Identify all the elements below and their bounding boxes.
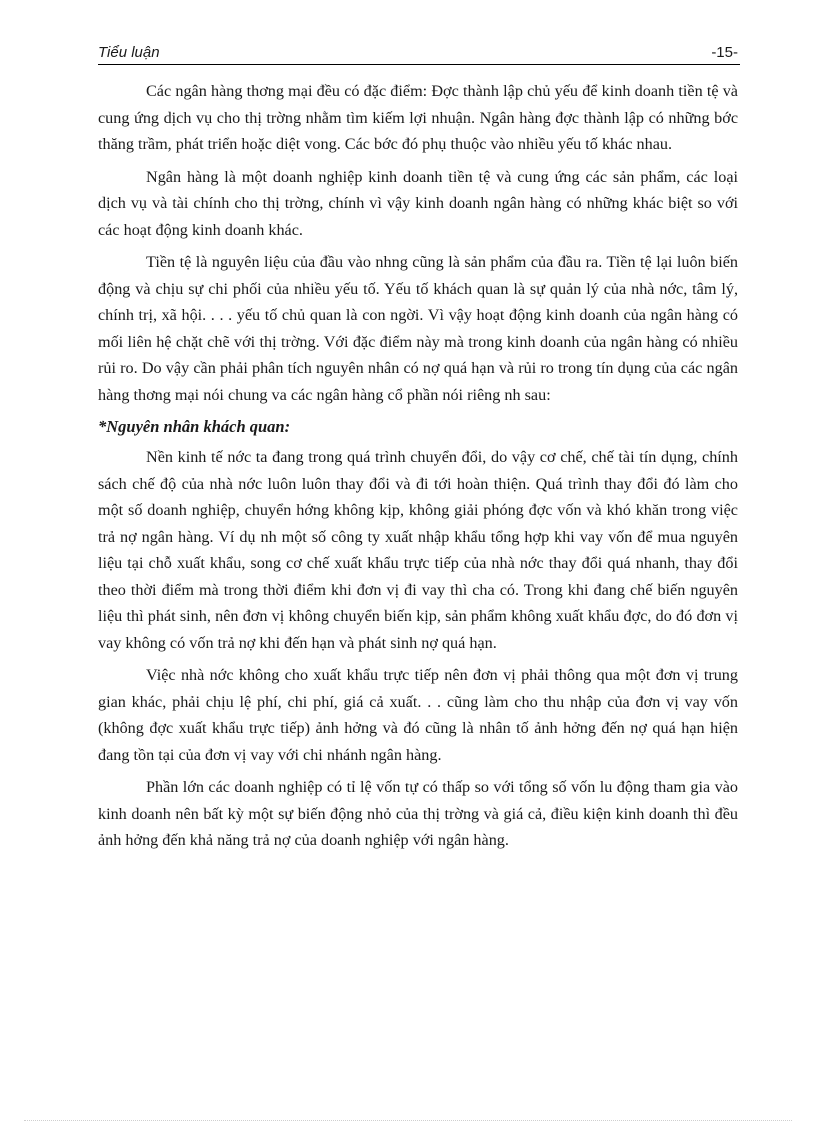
paragraph: Việc nhà nớc không cho xuất khẩu trực tiếp nên đơn vị phải thông qua một đơn vị trung gian khác, phải chịu lệ phí, chi phí, giá cả xuất. . . cũng làm cho thu nhập của đơn vị vay vốn (không đợc xuất khẩu trực tiếp) ảnh hởng và đó cũng là nhân tố ảnh hởng đến nợ quá hạn hiện đang tồn tại của đơn vị vay với chi nhánh ngân hàng. xyxy=(98,666,738,764)
page-header xyxy=(98,44,740,65)
page-bottom-divider xyxy=(24,1120,792,1121)
paragraph: Nền kinh tế nớc ta đang trong quá trình chuyển đổi, do vậy cơ chế, chế tài tín dụng, chính sách chế độ của nhà nớc luôn luôn thay đổi và đi tới hoàn thiện. Quá trình thay đổi đó làm cho một số doanh nghiệp, chuyển hớng không kịp, không giải phóng đợc vốn và khó khăn trong việc trả nợ ngân hàng. Ví dụ nh một số công ty xuất nhập khẩu tổng hợp khi vay vốn để mua nguyên liệu tại chỗ xuất khẩu, song cơ chế xuất khẩu trực tiếp của nhà nớc thay đổi quá nhanh, thay đổi theo thời điểm mà trong thời điểm khi đơn vị đi vay thì cha có. Trong khi đang chế biến nguyên liệu thì phát sinh, nên đơn vị không chuyển biến kịp, sản phẩm không xuất khẩu đợc, do đó đơn vị vay không có vốn trả nợ khi đến hạn và phát sinh nợ quá hạn. xyxy=(98,448,738,652)
paragraph: Các ngân hàng thơng mại đều có đặc điểm: Đợc thành lập chủ yếu để kinh doanh tiền tệ và cung ứng dịch vụ cho thị trờng nhằm tìm kiếm lợi nhuận. Ngân hàng đợc thành lập có những bớc thăng trầm, phát triển hoặc diệt vong. Các bớc đó phụ thuộc vào nhiều yếu tố khác nhau. xyxy=(98,82,738,153)
document-title: Tiểu luận xyxy=(98,44,160,61)
paragraph: Tiền tệ là nguyên liệu của đầu vào nhng cũng là sản phẩm của đầu ra. Tiền tệ lại luôn biến động và chịu sự chi phối của nhiều yếu tố. Yếu tố khách quan là sự quản lý của nhà nớc, tâm lý, chính trị, xã hội. . . . yếu tố chủ quan là con ngời. Vì vậy hoạt động kinh doanh của ngân hàng có mối liên hệ chặt chẽ với thị trờng. Với đặc điểm này mà trong kinh doanh của ngân hàng có nhiều rủi ro. Do vậy cần phải phân tích nguyên nhân có nợ quá hạn và rủi ro trong tín dụng của các ngân hàng thơng mại nói chung va các ngân hàng cổ phần nói riêng nh sau: xyxy=(98,253,738,404)
paragraph: Phần lớn các doanh nghiệp có tỉ lệ vốn tự có thấp so với tổng số vốn lu động tham gia vào kinh doanh nên bất kỳ một sự biến động nhỏ của thị trờng và giá cả, điều kiện kinh doanh thì đều ảnh hởng đến khả năng trả nợ của doanh nghiệp với ngân hàng. xyxy=(98,778,738,849)
paragraph: Ngân hàng là một doanh nghiệp kinh doanh tiền tệ và cung ứng các sản phẩm, các loại dịch vụ và tài chính cho thị trờng, chính vì vậy kinh doanh ngân hàng có những khác biệt so với các hoạt động kinh doanh khác. xyxy=(98,167,738,239)
document-body xyxy=(98,78,738,860)
page-number: -15- xyxy=(711,44,738,61)
section-heading: *Nguyên nhân khách quan: xyxy=(98,417,291,436)
